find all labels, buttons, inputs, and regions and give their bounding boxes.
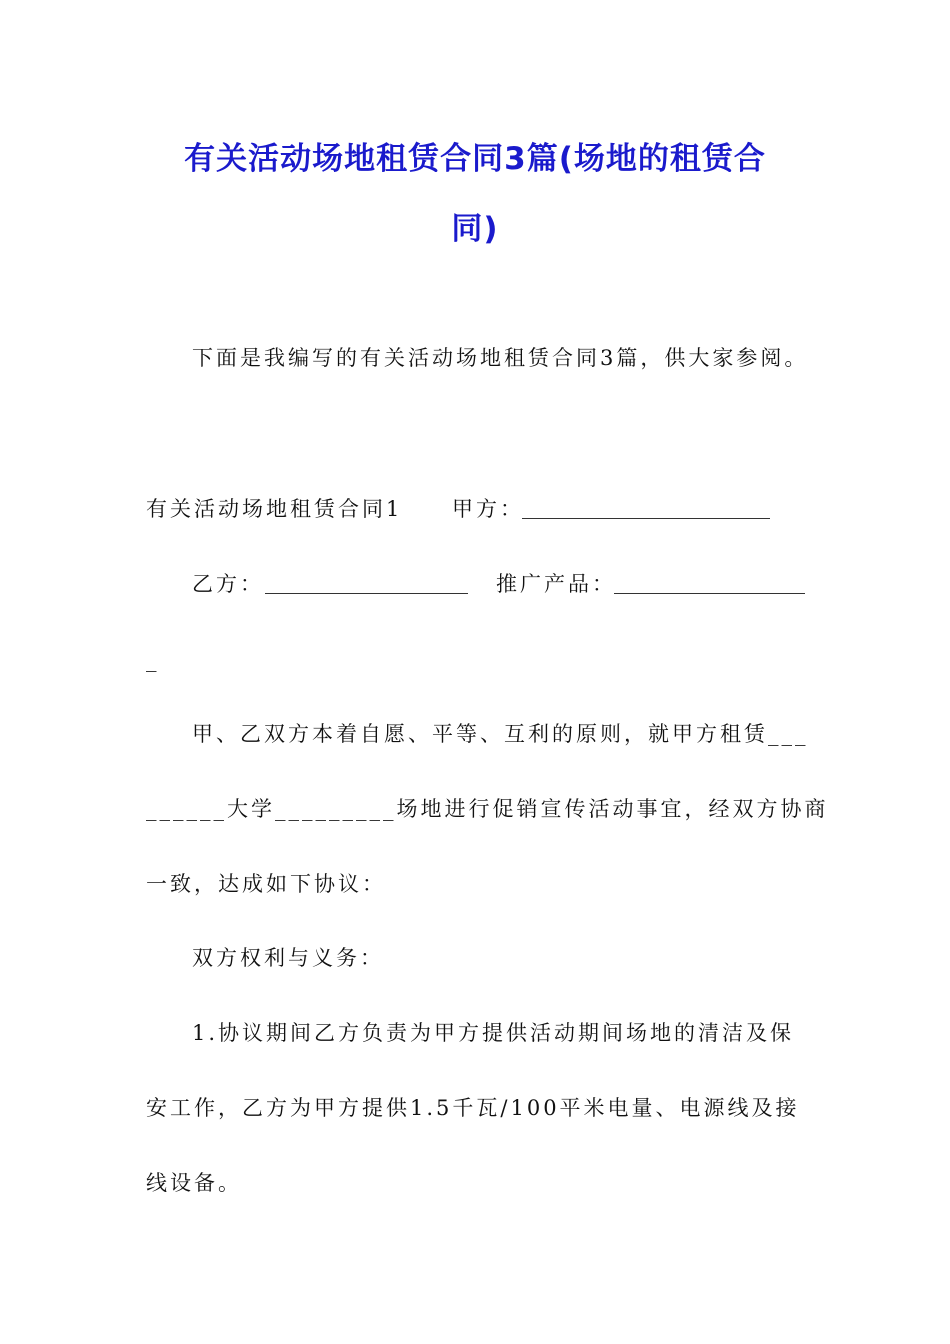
item-1-line-1: 1.协议期间乙方负责为甲方提供活动期间场地的清洁及保 — [192, 1021, 795, 1045]
item-1-line-2: 安工作，乙方为甲方提供1.5千瓦/100平米电量、电源线及接 — [146, 1096, 800, 1120]
party-a-blank — [522, 498, 770, 519]
intro-paragraph: 下面是我编写的有关活动场地租赁合同3篇，供大家参阅。 — [192, 346, 809, 370]
product-label: 推广产品： — [496, 572, 616, 596]
party-b-blank — [265, 573, 468, 594]
document-title-line-2: 同) — [451, 211, 499, 247]
rights-heading: 双方权利与义务： — [192, 946, 384, 970]
paragraph-1-line-3: 一致，达成如下协议： — [146, 872, 386, 896]
contract-1-heading: 有关活动场地租赁合同1 — [146, 497, 403, 521]
party-a-label: 甲方： — [452, 497, 524, 521]
document-title-line-1: 有关活动场地租赁合同3篇(场地的租赁合 — [184, 141, 766, 177]
paragraph-1-line-2: ______大学_________场地进行促销宣传活动事宜，经双方协商 — [146, 797, 829, 821]
item-1-line-3: 线设备。 — [146, 1171, 242, 1195]
product-blank — [614, 573, 805, 594]
paragraph-1-line-1: 甲、乙双方本着自愿、平等、互利的原则，就甲方租赁___ — [192, 722, 809, 746]
product-blank-continuation: _ — [146, 648, 157, 672]
party-b-label: 乙方： — [192, 572, 264, 596]
